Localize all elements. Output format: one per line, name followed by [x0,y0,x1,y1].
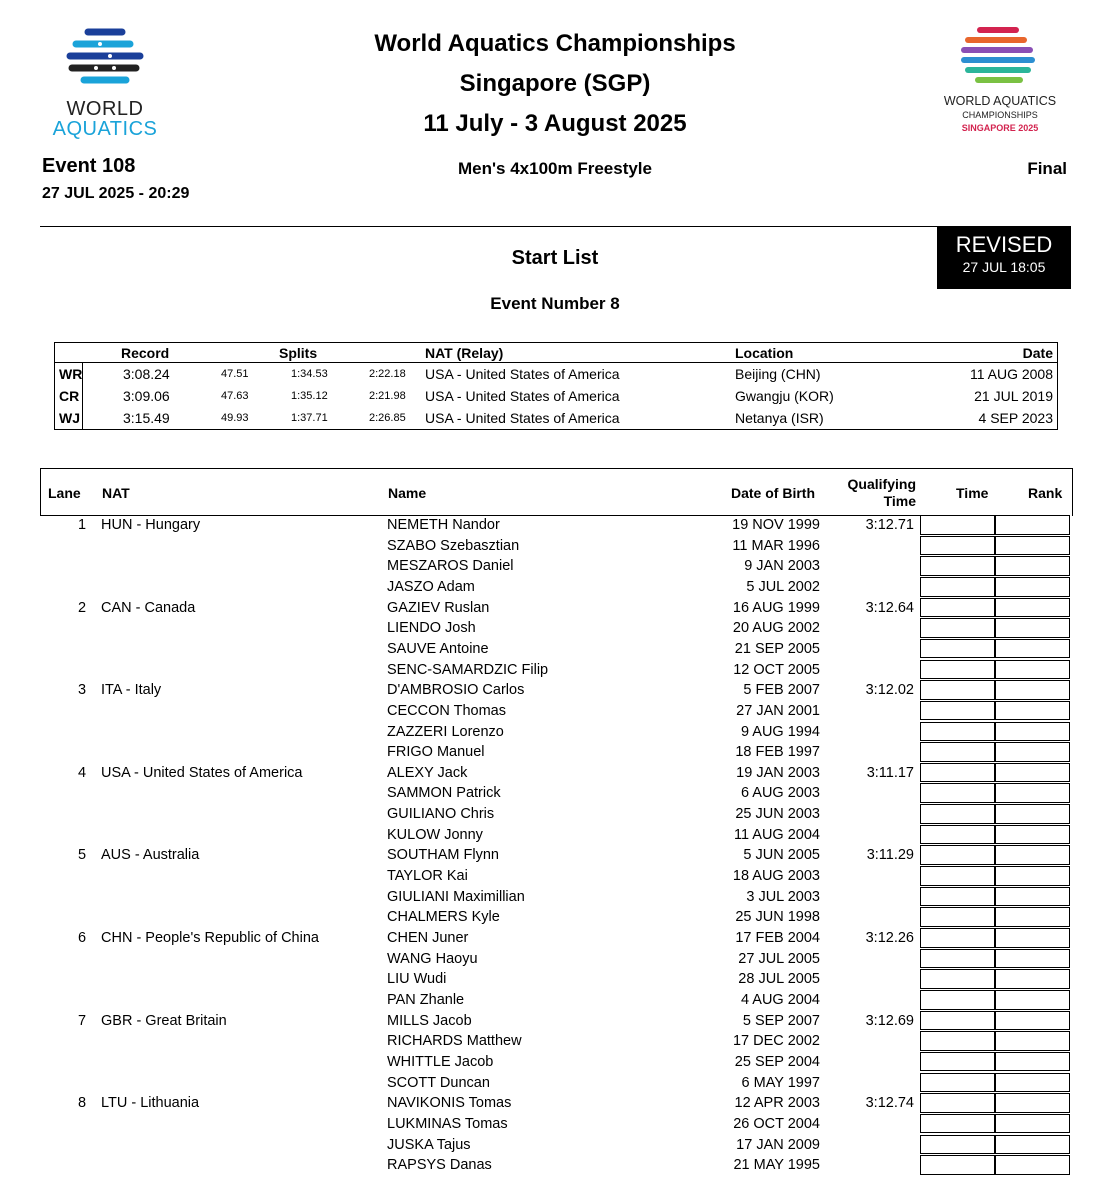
start-list-row [40,680,1071,701]
time-box [920,598,995,618]
team-nat: USA - United States of America [101,764,303,781]
rank-box [995,825,1070,845]
swimmer-name: FRIGO Manuel [387,744,485,761]
swimmer-dob: 26 OCT 2004 [733,1115,820,1132]
time-box [920,577,995,597]
col-lane: Lane [48,485,81,501]
time-box [920,515,995,535]
rank-box [995,639,1070,659]
rank-box [995,1155,1070,1175]
rank-box [995,618,1070,638]
result-boxes [920,1135,1070,1156]
result-boxes [920,928,1070,949]
record-time: 3:08.24 [123,366,170,382]
start-list-row [40,536,1071,557]
start-list-row [40,990,1071,1011]
start-list-row [40,1052,1071,1073]
time-box [920,907,995,927]
rank-box [995,907,1070,927]
swimmer-dob: 21 MAY 1995 [733,1157,820,1174]
qualifying-time: 3:11.29 [866,847,914,864]
record-row [55,407,1057,429]
rank-box [995,598,1070,618]
rank-box [995,1073,1070,1093]
start-list-row [40,515,1071,536]
logo-text-world: WORLD [66,98,144,120]
result-boxes [920,763,1070,784]
swimmer-dob: 25 JUN 2003 [735,806,820,823]
rank-box [995,949,1070,969]
time-box [920,804,995,824]
swimmer-dob: 19 JAN 2003 [736,764,820,781]
start-list-header [40,468,1073,516]
swimmer-name: SOUTHAM Flynn [387,847,499,864]
time-box [920,783,995,803]
result-boxes [920,701,1070,722]
start-list-row [40,660,1071,681]
col-time: Time [956,485,989,501]
rank-box [995,783,1070,803]
time-box [920,660,995,680]
start-list-row [40,1135,1071,1156]
rank-box [995,722,1070,742]
start-list-row [40,825,1071,846]
result-boxes [920,1073,1070,1094]
lane-number: 3 [78,682,87,699]
swimmer-name: GUILIANO Chris [387,806,495,823]
result-boxes [920,1155,1070,1176]
team-nat: GBR - Great Britain [101,1012,227,1029]
record-s3: 2:22.18 [369,368,406,380]
start-list-row [40,907,1071,928]
championship-location: Singapore (SGP) [459,70,651,97]
swimmer-dob: 27 JAN 2001 [736,702,820,719]
time-box [920,825,995,845]
swimmer-dob: 5 JUL 2002 [746,578,820,595]
start-list-row [40,1155,1071,1176]
swimmer-name: MESZAROS Daniel [387,558,514,575]
rank-box [995,804,1070,824]
world-aquatics-logo [40,22,170,140]
result-boxes [920,949,1070,970]
swimmer-dob: 11 MAR 1996 [732,537,820,554]
swimmer-name: PAN Zhanle [387,991,465,1008]
rank-box [995,969,1070,989]
swimmer-dob: 25 JUN 1998 [735,909,820,926]
result-boxes [920,515,1070,536]
champ-logo-text-3: SINGAPORE 2025 [961,123,1039,133]
col-name: Name [388,485,427,501]
col-nat: NAT [102,485,130,501]
start-list-row [40,556,1071,577]
qualifying-time: 3:11.17 [866,764,914,781]
time-box [920,722,995,742]
result-boxes [920,804,1070,825]
swimmer-name: JUSKA Tajus [387,1136,471,1153]
lane-number: 5 [78,847,87,864]
start-list-row [40,928,1071,949]
swimmer-dob: 17 FEB 2004 [735,930,820,946]
rank-box [995,866,1070,886]
championship-dates: 11 July - 3 August 2025 [423,110,687,137]
start-list-row [40,639,1071,660]
swimmer-dob: 20 AUG 2002 [732,620,820,637]
swimmer-name: MILLS Jacob [387,1012,472,1029]
time-box [920,887,995,907]
time-box [920,1011,995,1031]
records-header-date: Date [1022,345,1053,361]
swimmer-name: D'AMBROSIO Carlos [387,682,525,699]
time-box [920,639,995,659]
result-boxes [920,722,1070,743]
rank-box [995,845,1070,865]
team-nat: CAN - Canada [101,599,196,616]
rank-box [995,742,1070,762]
championships-logo-mark [920,22,1080,92]
start-list-row [40,577,1071,598]
swimmer-name: KULOW Jonny [387,826,483,843]
time-box [920,536,995,556]
event-datetime: 27 JUL 2025 - 20:29 [42,185,190,202]
team-nat: CHN - People's Republic of China [101,930,319,946]
start-list-row [40,969,1071,990]
swimmer-name: LUKMINAS Tomas [387,1115,508,1132]
swimmer-name: SENC-SAMARDZIC Filip [387,661,549,678]
records-table [54,342,1058,430]
col-qualifying-time: Time [883,493,916,509]
swimmer-name: CECCON Thomas [387,702,506,719]
time-box [920,866,995,886]
result-boxes [920,639,1070,660]
rank-box [995,928,1070,948]
qualifying-time: 3:12.74 [865,1095,914,1112]
qualifying-time: 3:12.64 [865,599,914,616]
event-number-label: Event 108 [42,155,136,177]
swimmer-dob: 5 JUN 2005 [743,847,820,864]
records-header-record: Record [121,345,170,361]
swimmer-dob: 5 SEP 2007 [742,1012,820,1029]
start-list-row [40,1114,1071,1135]
start-list-row [40,949,1071,970]
revised-label: REVISED [955,232,1053,257]
start-list-row [40,887,1071,908]
start-list-row [40,742,1071,763]
time-box [920,990,995,1010]
revised-badge [937,226,1071,289]
team-nat: LTU - Lithuania [101,1095,200,1112]
swimmer-name: RAPSYS Danas [387,1157,492,1174]
start-list-row [40,866,1071,887]
time-box [920,928,995,948]
record-s2: 1:37.71 [291,412,328,424]
record-nat: USA - United States of America [425,388,620,404]
rank-box [995,887,1070,907]
rank-box [995,680,1070,700]
col-qualifying: Qualifying [847,476,916,492]
lane-number: 8 [78,1095,87,1112]
lane-number: 2 [78,599,87,616]
record-code: WR [59,366,83,382]
swimmer-dob: 9 JAN 2003 [744,558,820,575]
start-list-row [40,804,1071,825]
result-boxes [920,1093,1070,1114]
record-s3: 2:26.85 [369,412,406,424]
result-boxes [920,969,1070,990]
qualifying-time: 3:12.26 [865,930,914,946]
time-box [920,949,995,969]
event-name: Men's 4x100m Freestyle [458,159,652,178]
record-s2: 1:34.53 [291,368,328,380]
event-round: Final [1027,159,1067,178]
rank-box [995,515,1070,535]
time-box [920,680,995,700]
world-aquatics-logo-mark [40,22,170,98]
start-list-row [40,701,1071,722]
records-header-nat: NAT (Relay) [425,345,504,361]
swimmer-dob: 17 JAN 2009 [736,1136,820,1153]
result-boxes [920,742,1070,763]
start-list-row [40,845,1071,866]
rank-box [995,556,1070,576]
rank-box [995,536,1070,556]
record-location: Netanya (ISR) [735,410,824,426]
time-box [920,763,995,783]
swimmer-name: RICHARDS Matthew [387,1033,522,1050]
swimmer-name: CHALMERS Kyle [387,909,500,926]
swimmer-name: LIENDO Josh [387,620,476,637]
qualifying-time: 3:12.69 [865,1012,914,1029]
record-s1: 49.93 [221,412,249,424]
time-box [920,701,995,721]
time-box [920,845,995,865]
result-boxes [920,825,1070,846]
result-boxes [920,536,1070,557]
result-boxes [920,907,1070,928]
result-boxes [920,660,1070,681]
swimmer-dob: 5 FEB 2007 [743,682,820,699]
lane-number: 7 [78,1012,87,1029]
swimmer-name: CHEN Juner [387,930,469,946]
start-list-row [40,722,1071,743]
rank-box [995,1031,1070,1051]
swimmer-dob: 21 SEP 2005 [734,640,820,657]
result-boxes [920,556,1070,577]
swimmer-name: WANG Haoyu [387,950,478,967]
swimmer-dob: 25 SEP 2004 [734,1053,820,1070]
time-box [920,556,995,576]
swimmer-dob: 18 FEB 1997 [735,744,820,761]
time-box [920,1114,995,1134]
qualifying-time: 3:12.02 [865,682,914,699]
rank-box [995,1135,1070,1155]
swimmer-dob: 6 AUG 2003 [741,785,820,802]
swimmer-name: GAZIEV Ruslan [387,599,490,616]
record-time: 3:09.06 [123,388,170,404]
record-time: 3:15.49 [123,410,170,426]
team-nat: AUS - Australia [101,847,200,864]
time-box [920,969,995,989]
swimmer-name: SCOTT Duncan [387,1074,490,1091]
start-list-row [40,1073,1071,1094]
record-s2: 1:35.12 [291,390,328,402]
record-s1: 47.63 [221,390,249,402]
time-box [920,618,995,638]
swimmer-name: ZAZZERI Lorenzo [387,723,504,740]
team-nat: HUN - Hungary [101,517,201,533]
col-dob: Date of Birth [731,485,815,501]
time-box [920,1031,995,1051]
record-code: WJ [59,410,80,426]
start-list-row [40,1011,1071,1032]
records-header-location: Location [735,345,794,361]
result-boxes [920,1031,1070,1052]
time-box [920,1073,995,1093]
event-number-subtitle: Event Number 8 [490,294,620,313]
swimmer-name: GIULIANI Maximillian [387,888,525,905]
record-s1: 47.51 [221,368,249,380]
swimmer-name: WHITTLE Jacob [387,1053,494,1070]
record-date: 11 AUG 2008 [969,366,1053,382]
result-boxes [920,598,1070,619]
rank-box [995,701,1070,721]
rank-box [995,763,1070,783]
result-boxes [920,887,1070,908]
result-boxes [920,783,1070,804]
swimmer-name: NEMETH Nandor [387,517,500,533]
swimmer-name: SZABO Szebasztian [387,537,520,554]
swimmer-name: TAYLOR Kai [387,868,468,885]
result-boxes [920,618,1070,639]
col-rank: Rank [1028,485,1063,501]
time-box [920,1135,995,1155]
header-divider [40,226,1070,227]
rank-box [995,1093,1070,1113]
swimmer-name: SAUVE Antoine [387,640,489,657]
record-date: 4 SEP 2023 [978,410,1053,426]
start-list-row [40,1031,1071,1052]
record-location: Gwangju (KOR) [735,388,834,404]
swimmer-name: NAVIKONIS Tomas [387,1095,512,1112]
result-boxes [920,577,1070,598]
rank-box [995,577,1070,597]
start-list-row [40,783,1071,804]
swimmer-dob: 3 JUL 2003 [746,888,820,905]
time-box [920,1093,995,1113]
result-boxes [920,1011,1070,1032]
swimmer-dob: 12 APR 2003 [734,1095,820,1112]
record-location: Beijing (CHN) [735,366,821,382]
records-header-splits: Splits [279,345,318,361]
record-row [55,363,1057,385]
swimmer-dob: 6 MAY 1997 [741,1074,820,1091]
time-box [920,742,995,762]
record-nat: USA - United States of America [425,366,620,382]
championship-title: World Aquatics Championships [374,30,736,57]
start-list-title: Start List [511,247,599,269]
swimmer-dob: 4 AUG 2004 [741,991,820,1008]
swimmer-dob: 19 NOV 1999 [732,517,820,533]
start-list-row [40,1093,1071,1114]
champ-logo-text-1: WORLD AQUATICS [943,94,1057,108]
lane-number: 1 [78,517,87,533]
qualifying-time: 3:12.71 [865,517,914,533]
swimmer-dob: 27 JUL 2005 [738,950,820,967]
result-boxes [920,866,1070,887]
record-code: CR [59,388,80,404]
start-list-row [40,618,1071,639]
swimmer-name: JASZO Adam [387,578,475,595]
rank-box [995,990,1070,1010]
swimmer-dob: 12 OCT 2005 [733,661,820,678]
lane-number: 6 [78,930,87,946]
result-boxes [920,990,1070,1011]
rank-box [995,1052,1070,1072]
swimmer-dob: 28 JUL 2005 [738,971,820,988]
record-nat: USA - United States of America [425,410,620,426]
swimmer-dob: 9 AUG 1994 [741,723,820,740]
time-box [920,1052,995,1072]
logo-text-aquatics: AQUATICS [52,118,158,140]
record-row [55,385,1057,407]
record-date: 21 JUL 2019 [974,388,1053,404]
swimmer-dob: 17 DEC 2002 [732,1033,820,1050]
result-boxes [920,1114,1070,1135]
swimmer-name: SAMMON Patrick [387,785,501,802]
champ-logo-text-2: CHAMPIONSHIPS [962,110,1038,120]
championships-logo [920,22,1080,140]
swimmer-dob: 11 AUG 2004 [734,826,820,843]
swimmer-dob: 18 AUG 2003 [732,868,820,885]
lane-number: 4 [78,764,87,781]
result-boxes [920,845,1070,866]
start-list-row [40,763,1071,784]
swimmer-name: LIU Wudi [387,971,447,988]
time-box [920,1155,995,1175]
swimmer-name: ALEXY Jack [387,764,468,781]
result-boxes [920,680,1070,701]
rank-box [995,1114,1070,1134]
rank-box [995,660,1070,680]
swimmer-dob: 16 AUG 1999 [732,599,820,616]
team-nat: ITA - Italy [101,682,162,699]
rank-box [995,1011,1070,1031]
revised-time: 27 JUL 18:05 [962,259,1046,275]
record-s3: 2:21.98 [369,390,406,402]
result-boxes [920,1052,1070,1073]
start-list-row [40,598,1071,619]
